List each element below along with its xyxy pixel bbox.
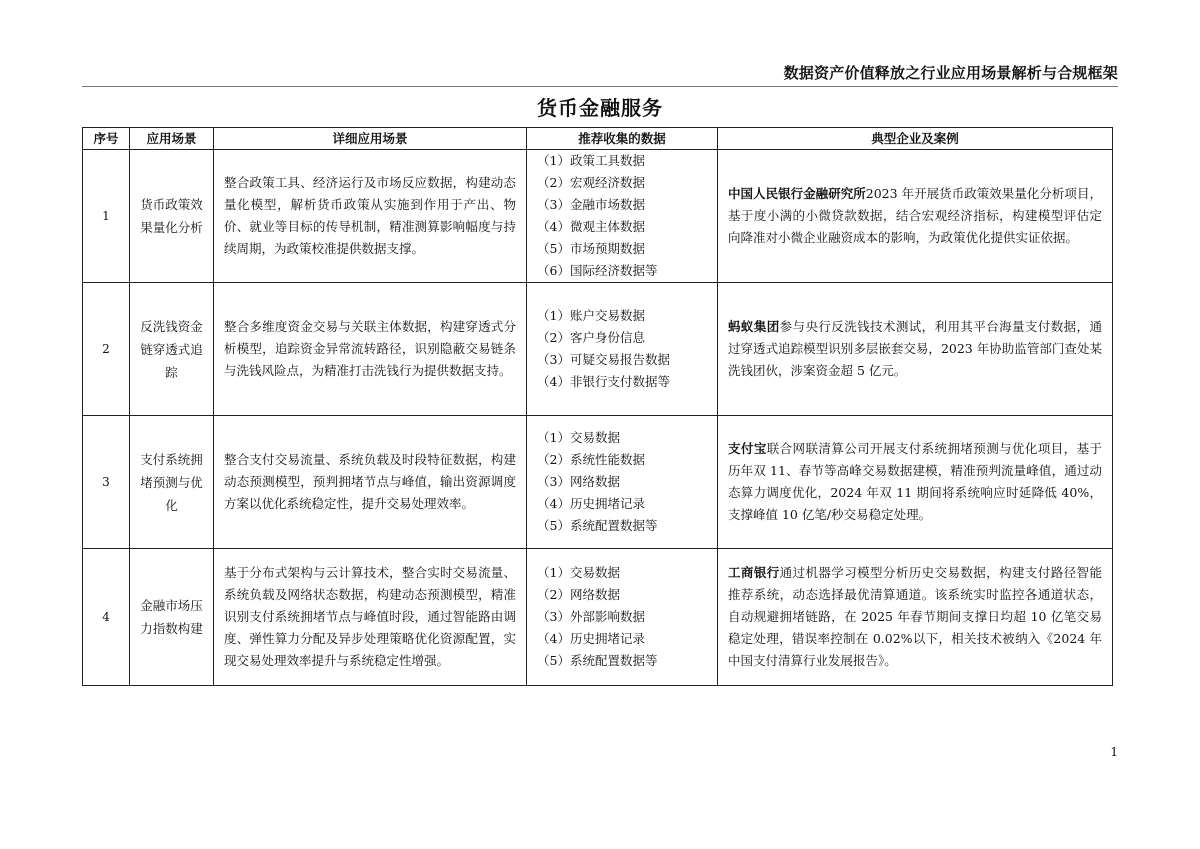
data-item: （4）微观主体数据	[537, 219, 645, 234]
detailed-scene: 整合支付交易流量、系统负载及时段特征数据，构建动态预测模型，预判拥堵节点与峰值，输出资源调度方案以优化系统稳定性，提升交易处理效率。	[214, 416, 527, 549]
data-item: （2）网络数据	[537, 587, 620, 602]
data-item: （6）国际经济数据等	[537, 263, 658, 278]
data-item: （3）外部影响数据	[537, 609, 645, 624]
data-item: （5）系统配置数据等	[537, 518, 658, 533]
table-header-row	[83, 128, 1113, 150]
enterprise-case	[718, 416, 1113, 549]
recommended-data-list	[527, 549, 718, 686]
table-row	[83, 283, 1113, 416]
enterprise-case	[718, 283, 1113, 416]
data-item: （3）可疑交易报告数据	[537, 352, 670, 367]
case-organization: 支付宝	[728, 441, 767, 456]
detailed-scene: 整合政策工具、经济运行及市场反应数据，构建动态量化模型，解析货币政策从实施到作用于产出、物价、就业等目标的传导机制，精准测算影响幅度与持续周期，为政策校准提供数据支撑。	[214, 150, 527, 283]
data-item: （1）交易数据	[537, 565, 620, 580]
data-item: （5）市场预期数据	[537, 241, 645, 256]
application-scene: 金融市场压力指数构建	[130, 549, 214, 686]
recommended-data-list	[527, 416, 718, 549]
case-description: 2023 年开展货币政策效果量化分析项目，基于度小满的小微贷款数据，结合宏观经济指标，构建模型评估定向降准对小微企业融资成本的影响，为政策优化提供实证依据。	[728, 186, 1102, 245]
row-number: 1	[83, 150, 130, 283]
data-item: （4）历史拥堵记录	[537, 496, 645, 511]
data-item: （1）交易数据	[537, 430, 620, 445]
detailed-scene: 基于分布式架构与云计算技术，整合实时交易流量、系统负载及网络状态数据，构建动态预测模型，精准识别支付系统拥堵节点与峰值时段，通过智能路由调度、弹性算力分配及异步处理策略优化资源配置，实现交易处理效率提升与系统稳定性增强。	[214, 549, 527, 686]
row-number: 4	[83, 549, 130, 686]
application-scene: 支付系统拥堵预测与优化	[130, 416, 214, 549]
page-number: 1	[1110, 745, 1118, 759]
column-header-scene: 应用场景	[130, 128, 214, 150]
data-item: （2）宏观经济数据	[537, 175, 645, 190]
case-organization: 蚂蚁集团	[728, 319, 780, 334]
application-scene: 反洗钱资金链穿透式追踪	[130, 283, 214, 416]
data-item: （5）系统配置数据等	[537, 653, 658, 668]
detailed-scene: 整合多维度资金交易与关联主体数据，构建穿透式分析模型，追踪资金异常流转路径，识别隐蔽交易链条与洗钱风险点，为精准打击洗钱行为提供数据支持。	[214, 283, 527, 416]
case-description: 联合网联清算公司开展支付系统拥堵预测与优化项目，基于历年双 11、春节等高峰交易数据建模，精准预判流量峰值，通过动态算力调度优化，2024 年双 11 期间将系统响应时延降低 40%，支撑峰值 10 亿笔/秒交易稳定处理。	[728, 441, 1102, 522]
page-title: 货币金融服务	[537, 96, 663, 120]
case-description: 通过机器学习模型分析历史交易数据，构建支付路径智能推荐系统，动态选择最优清算通道。该系统实时监控各通道状态，自动规避拥堵链路，在 2025 年春节期间支撑日均超 10 亿笔交易稳定处理，错误率控制在 0.02%以下，相关技术被纳入《2024 年中国支付清算行业发展报告》。	[728, 565, 1102, 668]
case-organization: 工商银行	[728, 565, 780, 580]
data-item: （2）系统性能数据	[537, 452, 645, 467]
data-item: （3）金融市场数据	[537, 197, 645, 212]
enterprise-case	[718, 549, 1113, 686]
column-header-no: 序号	[83, 128, 130, 150]
case-organization: 中国人民银行金融研究所	[728, 186, 866, 201]
recommended-data-list	[527, 150, 718, 283]
case-description: 参与央行反洗钱技术测试，利用其平台海量支付数据，通过穿透式追踪模型识别多层嵌套交易，2023 年协助监管部门查处某洗钱团伙，涉案资金超 5 亿元。	[728, 319, 1102, 378]
table-row	[83, 150, 1113, 283]
table-row	[83, 549, 1113, 686]
column-header-detail: 详细应用场景	[214, 128, 527, 150]
row-number: 2	[83, 283, 130, 416]
running-header-title: 数据资产价值释放之行业应用场景解析与合规框架	[783, 64, 1118, 82]
data-item: （4）非银行支付数据等	[537, 374, 670, 389]
table-row	[83, 416, 1113, 549]
column-header-data: 推荐收集的数据	[527, 128, 718, 150]
data-item: （2）客户身份信息	[537, 330, 645, 345]
recommended-data-list	[527, 283, 718, 416]
data-item: （1）账户交易数据	[537, 308, 645, 323]
row-number: 3	[83, 416, 130, 549]
enterprise-case	[718, 150, 1113, 283]
application-scene: 货币政策效果量化分析	[130, 150, 214, 283]
column-header-case: 典型企业及案例	[718, 128, 1113, 150]
data-item: （1）政策工具数据	[537, 153, 645, 168]
data-item: （4）历史拥堵记录	[537, 631, 645, 646]
data-item: （3）网络数据	[537, 474, 620, 489]
header-divider	[82, 86, 1118, 87]
application-scenarios-table	[82, 127, 1113, 686]
